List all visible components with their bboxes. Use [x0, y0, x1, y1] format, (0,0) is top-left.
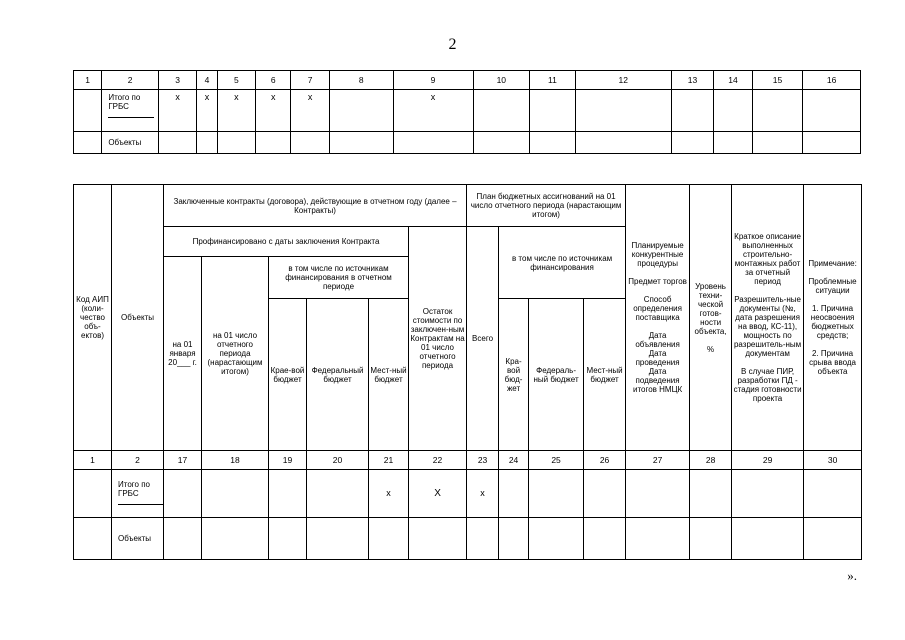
- table-top: [73, 70, 861, 154]
- header-note: Примечание: Проблемные ситуации 1. Причина неосвоения бюджетных средств; 2. Причина срыва ввода объекта: [804, 185, 862, 451]
- header-total: Всего: [467, 227, 499, 451]
- header-remainder: Остаток стоимости по заключен-ным Контрактам на 01 число отчетного периода: [409, 227, 467, 451]
- x-mark-big: Х: [409, 470, 467, 518]
- header-plan: План бюджетных ассигнований на 01 число отчетного периода (нарастающим итогом): [467, 185, 626, 227]
- col-number: 9: [393, 71, 473, 90]
- x-mark: х: [197, 90, 217, 132]
- table-top-itogo-row: [74, 90, 861, 132]
- itogo-label: Итого по ГРБС: [112, 470, 164, 518]
- header-plan-federal: Федераль-ный бюджет: [529, 299, 584, 451]
- header-description: Краткое описание выполненных строительно-монтажных работ за отчетный период Разрешитель-ные документы (№, дата разрешения на ввод, КС-11), мощность по разрешитель-ным документам В случае ПИР, разработки ПД - стадия готовности проекта: [732, 185, 804, 451]
- col-number: 16: [803, 71, 861, 90]
- col-number: 7: [291, 71, 329, 90]
- table-top-number-row: [74, 71, 861, 90]
- header-contracts: Заключенные контракты (договора), действующие в отчетном году (далее – Контракты): [164, 185, 467, 227]
- table-bottom-itogo-row: [74, 470, 862, 518]
- header-financed: Профинансировано с даты заключения Контракта: [164, 227, 409, 257]
- closing-quote: ».: [847, 568, 857, 583]
- col-number: 26: [584, 451, 626, 470]
- x-mark: х: [291, 90, 329, 132]
- itogo-label: Итого по ГРБС: [102, 90, 159, 132]
- col-number: 27: [626, 451, 690, 470]
- header-plan-regional: Кра-вой бюд-жет: [499, 299, 529, 451]
- col-number: 22: [409, 451, 467, 470]
- header-local: Мест-ный бюджет: [369, 299, 409, 451]
- col-number: 15: [752, 71, 803, 90]
- table-bottom-number-row: [74, 451, 862, 470]
- col-number: 10: [473, 71, 530, 90]
- header-readiness: Уровень техни-ческой готов-ности объекта, %: [690, 185, 732, 451]
- col-number: 28: [690, 451, 732, 470]
- objects-label: Объекты: [112, 518, 164, 560]
- col-number: 1: [74, 71, 102, 90]
- col-number: 12: [575, 71, 671, 90]
- col-number: 18: [202, 451, 269, 470]
- header-plan-local: Мест-ный бюджет: [584, 299, 626, 451]
- col-number: 25: [529, 451, 584, 470]
- col-number: 13: [671, 71, 713, 90]
- header-by-sources: в том числе по источникам финансирования в отчетном периоде: [269, 257, 409, 299]
- page-number: 2: [448, 36, 457, 53]
- header-procedures: Планируемые конкурентные процедуры Предмет торгов Способ определения поставщика Дата объявления Дата проведения Дата подведения итогов НМЦК: [626, 185, 690, 451]
- x-mark: х: [256, 90, 291, 132]
- col-number: 24: [499, 451, 529, 470]
- col-number: 8: [329, 71, 393, 90]
- header-objects: Объекты: [112, 185, 164, 451]
- col-number: 29: [732, 451, 804, 470]
- header-on-01-period: на 01 число отчетного периода (нарастающим итогом): [202, 257, 269, 451]
- col-number: 6: [256, 71, 291, 90]
- table-top-objects-row: [74, 132, 861, 154]
- table-bottom-objects-row: [74, 518, 862, 560]
- col-number: 2: [102, 71, 159, 90]
- col-number: 5: [217, 71, 255, 90]
- col-number: 11: [530, 71, 576, 90]
- col-number: 23: [467, 451, 499, 470]
- col-number: 30: [804, 451, 862, 470]
- objects-label: Объекты: [102, 132, 159, 154]
- header-regional: Крае-вой бюджет: [269, 299, 307, 451]
- col-number: 21: [369, 451, 409, 470]
- header-on-01-jan: на 01 января 20___ г.: [164, 257, 202, 451]
- col-number: 19: [269, 451, 307, 470]
- header-kod-aip: Код АИП (коли-чество объ-ектов): [74, 185, 112, 451]
- header-federal: Федеральный бюджет: [307, 299, 369, 451]
- col-number: 20: [307, 451, 369, 470]
- table-bottom: [73, 184, 862, 560]
- col-number: 1: [74, 451, 112, 470]
- header-plan-by-sources: в том числе по источникам финансирования: [499, 227, 626, 299]
- col-number: 14: [714, 71, 752, 90]
- x-mark: х: [369, 470, 409, 518]
- col-number: 2: [112, 451, 164, 470]
- x-mark: х: [158, 90, 196, 132]
- x-mark: х: [467, 470, 499, 518]
- x-mark: х: [217, 90, 255, 132]
- x-mark: х: [393, 90, 473, 132]
- col-number: 3: [158, 71, 196, 90]
- col-number: 17: [164, 451, 202, 470]
- col-number: 4: [197, 71, 217, 90]
